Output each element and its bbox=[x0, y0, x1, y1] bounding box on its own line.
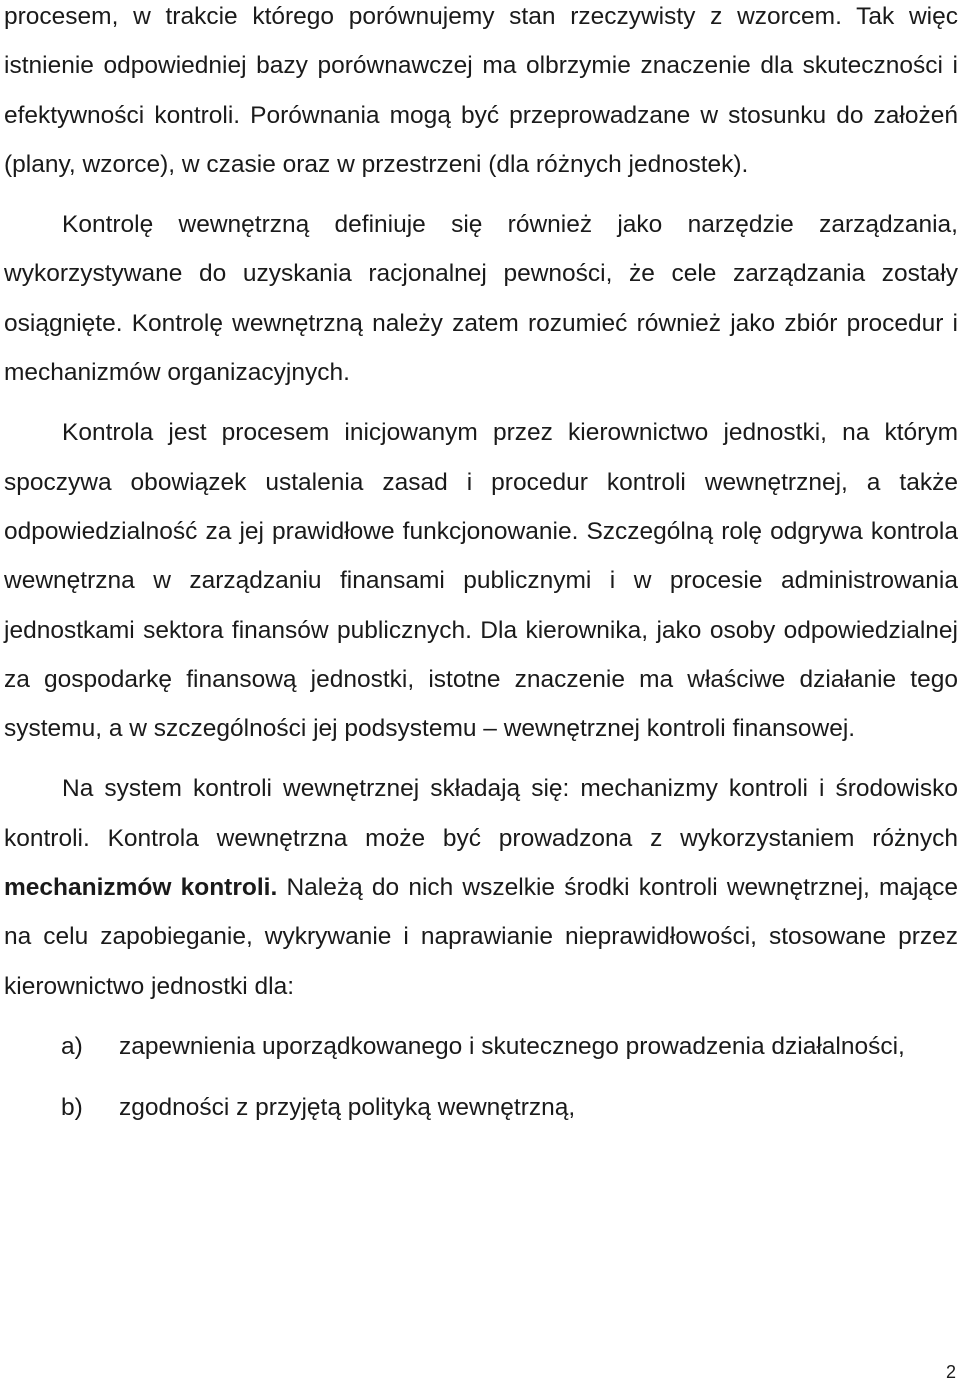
list-marker: b) bbox=[61, 1094, 83, 1122]
paragraph-comparison: procesem, w trakcie którego porównujemy stan rzeczywisty z wzorcem. Tak więc istnienie odpowiedniej bazy porównawczej ma olbrzymie znaczenie dla skuteczności i efektywności kontroli. Porównania mogą być przeprowadzane w stosunku do założeń (plany, wzorce), w czasie oraz w przestrzeni (dla różnych jednostek). bbox=[4, 3, 958, 178]
list-item-text: zgodności z przyjętą polityką wewnętrzną, bbox=[119, 1094, 576, 1122]
page-number: 2 bbox=[945, 1362, 956, 1382]
list-item bbox=[4, 1022, 958, 1071]
paragraph-definition: Kontrolę wewnętrzną definiuje się również jako narzędzie zarządzania, wykorzystywane do uzyskania racjonalnej pewności, że cele zarządzania zostały osiągnięte. Kontrolę wewnętrzną należy zatem rozumieć również jako zbiór procedur i mechanizmów organizacyjnych. bbox=[4, 211, 958, 387]
list-marker: a) bbox=[61, 1032, 83, 1060]
purpose-list bbox=[4, 1022, 958, 1133]
paragraph-mechanisms-rest: Należą do nich wszelkie środki kontroli wewnętrznej, mające na celu zapobieganie, wykrywanie i naprawianie nieprawidłowości, stosowane przez kierownictwo jednostki dla: bbox=[4, 874, 958, 1000]
list-item-text: zapewnienia uporządkowanego i skutecznego prowadzenia działalności, bbox=[119, 1032, 905, 1060]
paragraph-management: Kontrola jest procesem inicjowanym przez kierownictwo jednostki, na którym spoczywa obowiązek ustalenia zasad i procedur kontroli wewnętrznej, a także odpowiedzialność za jej prawidłowe funkcjonowanie. Szczególną rolę odgrywa kontrola wewnętrzna w zarządzaniu finansami publicznymi i w procesie administrowania jednostkami sektora finansów publicznych. Dla kierownika, jako osoby odpowiedzialnej za gospodarkę finansową jednostki, istotne znaczenie ma właściwe działanie tego systemu, a w szczególności jej podsystemu – wewnętrznej kontroli finansowej. bbox=[4, 419, 958, 743]
document-page bbox=[4, 0, 958, 1133]
list-item bbox=[4, 1083, 958, 1132]
paragraph-mechanisms-intro: Na system kontroli wewnętrznej składają się: mechanizmy kontroli i środowisko kontroli. Kontrola wewnętrzna może być prowadzona z wykorzystaniem różnych bbox=[4, 775, 958, 852]
paragraph-mechanisms-bold: mechanizmów kontroli. bbox=[4, 874, 278, 902]
paragraph-mechanisms bbox=[4, 764, 958, 1010]
